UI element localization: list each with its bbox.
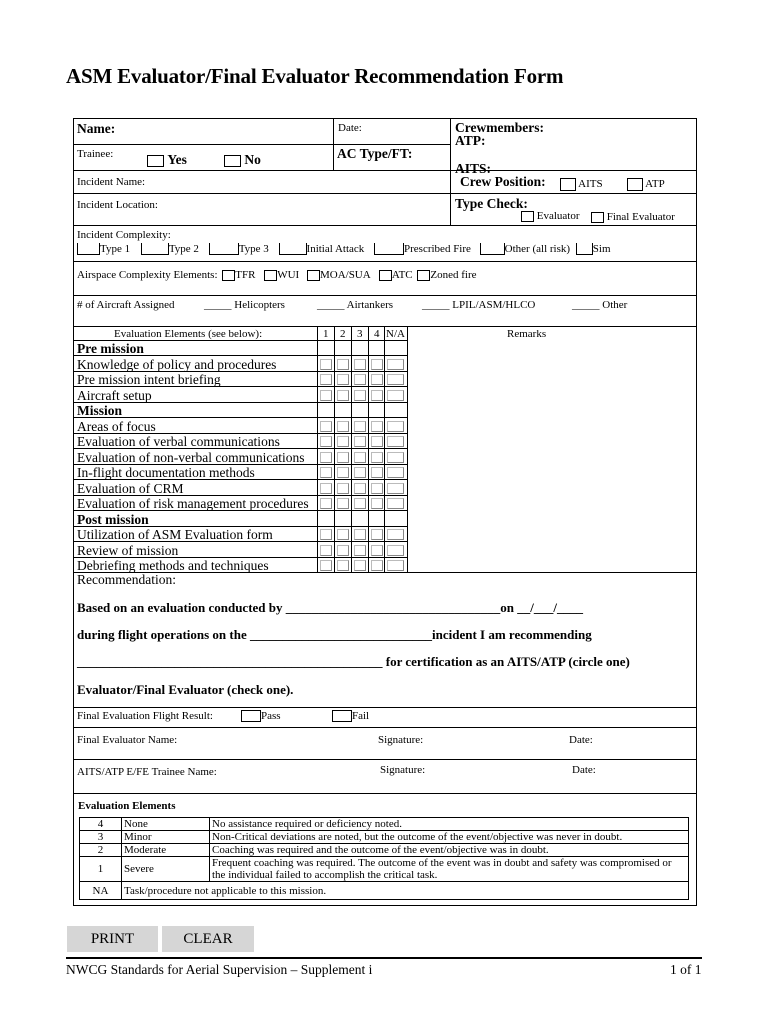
rating-2-checkbox[interactable] bbox=[337, 529, 349, 540]
rating-1-checkbox[interactable] bbox=[320, 436, 332, 447]
rating-2-checkbox[interactable] bbox=[337, 483, 349, 494]
yes-checkbox[interactable] bbox=[147, 155, 164, 167]
col-2-header: 2 bbox=[340, 328, 346, 340]
col-na-header: N/A bbox=[386, 328, 405, 340]
rating-3-checkbox[interactable] bbox=[354, 560, 366, 571]
eval-element-label: Knowledge of policy and procedures bbox=[77, 356, 277, 372]
col-4-header: 4 bbox=[374, 328, 380, 340]
trainee-yes-option[interactable]: Yes bbox=[147, 152, 187, 168]
col-1-header: 1 bbox=[323, 328, 329, 340]
trainee-name-label: AITS/ATP E/FE Trainee Name: bbox=[77, 766, 217, 778]
trainee-no-option[interactable]: No bbox=[224, 152, 261, 168]
rating-4-checkbox[interactable] bbox=[371, 467, 383, 478]
rating-4-checkbox[interactable] bbox=[371, 359, 383, 370]
rating-1-checkbox[interactable] bbox=[320, 421, 332, 432]
eval-section-header bbox=[74, 341, 408, 356]
rating-1-checkbox[interactable] bbox=[320, 452, 332, 463]
divider bbox=[74, 170, 696, 171]
rating-2-checkbox[interactable] bbox=[337, 560, 349, 571]
crew-position-atp-option[interactable]: ATP bbox=[627, 178, 665, 191]
eval-element-label: Review of mission bbox=[77, 542, 179, 558]
complexity-option[interactable]: Other (all risk) bbox=[480, 243, 570, 255]
name-row bbox=[74, 119, 696, 148]
complexity-option[interactable]: Type 2 bbox=[141, 243, 199, 255]
rating-4-checkbox[interactable] bbox=[371, 390, 383, 401]
divider bbox=[407, 326, 408, 572]
rating-2-checkbox[interactable] bbox=[337, 421, 349, 432]
pass-checkbox[interactable] bbox=[241, 710, 261, 722]
rating-1-checkbox[interactable] bbox=[320, 498, 332, 509]
legend-row: 3 Minor Non-Critical deviations are noted, but the outcome of the event/objective was never in doubt. bbox=[80, 831, 689, 844]
rating-4-checkbox[interactable] bbox=[371, 436, 383, 447]
eval-element-label: Evaluation of verbal communications bbox=[77, 434, 280, 449]
rating-na-checkbox[interactable] bbox=[387, 452, 404, 463]
rating-na-checkbox[interactable] bbox=[387, 390, 404, 401]
divider bbox=[74, 295, 696, 296]
type-check-label: Type Check: bbox=[455, 196, 528, 211]
airspace-option[interactable]: WUI bbox=[264, 269, 299, 281]
remarks-header: Remarks bbox=[507, 328, 547, 340]
print-button[interactable]: PRINT bbox=[67, 926, 158, 952]
divider bbox=[351, 326, 352, 572]
rating-3-checkbox[interactable] bbox=[354, 545, 366, 556]
rating-4-checkbox[interactable] bbox=[371, 421, 383, 432]
rating-3-checkbox[interactable] bbox=[354, 529, 366, 540]
divider bbox=[74, 727, 696, 728]
rating-na-checkbox[interactable] bbox=[387, 529, 404, 540]
result-fail-option[interactable]: Fail bbox=[332, 710, 369, 722]
rating-2-checkbox[interactable] bbox=[337, 498, 349, 509]
airspace-option[interactable]: Zoned fire bbox=[417, 269, 476, 281]
rating-4-checkbox[interactable] bbox=[371, 529, 383, 540]
crew-position-aits-option[interactable]: AITS bbox=[560, 178, 603, 191]
rating-2-checkbox[interactable] bbox=[337, 436, 349, 447]
date-label: Date: bbox=[338, 122, 362, 134]
divider bbox=[450, 119, 451, 225]
recommendation-line-3: _______________________________________________ for certification as an AITS/ATP (circle one) bbox=[77, 654, 630, 669]
aits-checkbox[interactable] bbox=[560, 178, 576, 191]
divider bbox=[74, 326, 696, 327]
rating-na-checkbox[interactable] bbox=[387, 560, 404, 571]
eval-element-label: Evaluation of risk management procedures bbox=[77, 496, 309, 511]
type-check-final-option[interactable]: Final Evaluator bbox=[591, 211, 675, 223]
rating-na-checkbox[interactable] bbox=[387, 436, 404, 447]
divider bbox=[74, 759, 696, 760]
rating-1-checkbox[interactable] bbox=[320, 467, 332, 478]
rating-1-checkbox[interactable] bbox=[320, 545, 332, 556]
legend-title: Evaluation Elements bbox=[78, 800, 176, 812]
airspace-label: Airspace Complexity Elements: bbox=[77, 269, 218, 281]
eval-element-label: Mission bbox=[77, 403, 123, 418]
legend-row: 4 None No assistance required or deficiency noted. bbox=[80, 818, 689, 831]
complexity-option[interactable]: Type 3 bbox=[209, 243, 269, 255]
rating-2-checkbox[interactable] bbox=[337, 545, 349, 556]
evaluator-checkbox[interactable] bbox=[521, 211, 534, 222]
footer-left: NWCG Standards for Aerial Supervision – Supplement i bbox=[66, 962, 373, 977]
rating-3-checkbox[interactable] bbox=[354, 452, 366, 463]
complexity-option[interactable]: Type 1 bbox=[77, 243, 130, 255]
complexity-option[interactable]: Sim bbox=[576, 243, 611, 255]
eval-element-label: Post mission bbox=[77, 511, 149, 527]
incident-name-label: Incident Name: bbox=[77, 176, 146, 188]
rating-3-checkbox[interactable] bbox=[354, 374, 366, 385]
name-label: Name: bbox=[77, 121, 116, 136]
divider bbox=[74, 707, 696, 708]
rating-4-checkbox[interactable] bbox=[371, 498, 383, 509]
date-2-label: Date: bbox=[572, 764, 596, 776]
divider bbox=[74, 225, 696, 226]
recommendation-line-4: Evaluator/Final Evaluator (check one). bbox=[77, 682, 294, 697]
eval-element-label: Evaluation of CRM bbox=[77, 480, 184, 496]
ac-type-label: AC Type/FT: bbox=[337, 146, 413, 161]
rating-3-checkbox[interactable] bbox=[354, 436, 366, 447]
rating-na-checkbox[interactable] bbox=[387, 421, 404, 432]
incident-location-label: Incident Location: bbox=[77, 199, 158, 211]
trainee-label: Trainee: bbox=[77, 148, 114, 160]
final-evaluator-checkbox[interactable] bbox=[591, 212, 604, 223]
form-title: ASM Evaluator/Final Evaluator Recommendation Form bbox=[66, 64, 564, 88]
eval-element-label: Pre mission bbox=[77, 341, 144, 356]
rating-4-checkbox[interactable] bbox=[371, 452, 383, 463]
rating-1-checkbox[interactable] bbox=[320, 374, 332, 385]
divider bbox=[74, 144, 451, 145]
rating-4-checkbox[interactable] bbox=[371, 374, 383, 385]
rating-1-checkbox[interactable] bbox=[320, 359, 332, 370]
eval-element-label: Pre mission intent briefing bbox=[77, 372, 221, 387]
clear-button[interactable]: CLEAR bbox=[162, 926, 254, 952]
footer-right: 1 of 1 bbox=[670, 962, 702, 977]
divider bbox=[74, 793, 696, 794]
rating-3-checkbox[interactable] bbox=[354, 390, 366, 401]
rating-na-checkbox[interactable] bbox=[387, 545, 404, 556]
rating-2-checkbox[interactable] bbox=[337, 452, 349, 463]
atp-label: ATP: bbox=[455, 133, 486, 148]
rating-3-checkbox[interactable] bbox=[354, 498, 366, 509]
rating-3-checkbox[interactable] bbox=[354, 483, 366, 494]
eval-element-label: Areas of focus bbox=[77, 418, 156, 434]
airspace-option[interactable]: TFR bbox=[222, 269, 255, 281]
aircraft-lpil: _____ LPIL/ASM/HLCO bbox=[422, 299, 536, 311]
legend-row: 1 Severe Frequent coaching was required. The outcome of the event was in doubt and safety was compromised or the individual failed to accomplish the critical task. bbox=[80, 857, 689, 882]
airspace-row bbox=[77, 269, 477, 281]
rating-3-checkbox[interactable] bbox=[354, 467, 366, 478]
rating-2-checkbox[interactable] bbox=[337, 359, 349, 370]
crew-position-label: Crew Position: bbox=[460, 174, 546, 189]
divider bbox=[317, 326, 318, 572]
rating-2-checkbox[interactable] bbox=[337, 390, 349, 401]
rating-na-checkbox[interactable] bbox=[387, 467, 404, 478]
rating-4-checkbox[interactable] bbox=[371, 560, 383, 571]
eval-element-label: Aircraft setup bbox=[77, 387, 152, 403]
rating-1-checkbox[interactable] bbox=[320, 529, 332, 540]
divider bbox=[74, 261, 696, 262]
rating-1-checkbox[interactable] bbox=[320, 560, 332, 571]
eval-elements-header: Evaluation Elements (see below): bbox=[114, 328, 263, 340]
type-check-evaluator-option[interactable]: Evaluator bbox=[521, 210, 580, 222]
rating-4-checkbox[interactable] bbox=[371, 545, 383, 556]
complexity-options bbox=[77, 243, 611, 255]
result-pass-option[interactable]: Pass bbox=[241, 710, 281, 722]
rating-1-checkbox[interactable] bbox=[320, 483, 332, 494]
legend-row: NA Task/procedure not applicable to this mission. bbox=[80, 882, 689, 900]
rating-3-checkbox[interactable] bbox=[354, 359, 366, 370]
complexity-option[interactable]: Initial Attack bbox=[279, 243, 365, 255]
rating-na-checkbox[interactable] bbox=[387, 374, 404, 385]
airspace-option[interactable]: MOA/SUA bbox=[307, 269, 370, 281]
eval-element-label: Debriefing methods and techniques bbox=[77, 558, 269, 573]
aits-label: AITS: bbox=[455, 161, 492, 176]
fail-checkbox[interactable] bbox=[332, 710, 352, 722]
aircraft-helicopters: _____ Helicopters bbox=[204, 299, 285, 311]
no-checkbox[interactable] bbox=[224, 155, 241, 167]
rating-4-checkbox[interactable] bbox=[371, 483, 383, 494]
rating-na-checkbox[interactable] bbox=[387, 483, 404, 494]
recommendation-line-2: during flight operations on the ____________________________incident I am recommending bbox=[77, 627, 592, 642]
eval-section-header bbox=[74, 512, 408, 527]
signature-1-label: Signature: bbox=[378, 734, 424, 746]
atp-checkbox[interactable] bbox=[627, 178, 643, 191]
aircraft-other: _____ Other bbox=[572, 299, 628, 311]
final-evaluator-name-label: Final Evaluator Name: bbox=[77, 734, 178, 746]
result-label: Final Evaluation Flight Result: bbox=[77, 710, 213, 722]
divider bbox=[334, 326, 335, 572]
crewmembers-label: Crewmembers: bbox=[455, 120, 544, 135]
airspace-option[interactable]: ATC bbox=[379, 269, 413, 281]
rating-2-checkbox[interactable] bbox=[337, 374, 349, 385]
aircraft-label: # of Aircraft Assigned bbox=[77, 299, 175, 311]
rating-2-checkbox[interactable] bbox=[337, 467, 349, 478]
legend-row: 2 Moderate Coaching was required and the outcome of the event/objective was in doubt. bbox=[80, 844, 689, 857]
divider bbox=[384, 326, 385, 572]
rating-na-checkbox[interactable] bbox=[387, 498, 404, 509]
divider bbox=[368, 326, 369, 572]
recommendation-label: Recommendation: bbox=[77, 572, 176, 587]
date-1-label: Date: bbox=[569, 734, 593, 746]
complexity-option[interactable]: Prescribed Fire bbox=[374, 243, 471, 255]
aircraft-airtankers: _____ Airtankers bbox=[317, 299, 394, 311]
signature-2-label: Signature: bbox=[380, 764, 426, 776]
rating-1-checkbox[interactable] bbox=[320, 390, 332, 401]
footer-rule bbox=[66, 957, 702, 959]
recommendation-line-1: Based on an evaluation conducted by _________________________________on __/___/____ bbox=[77, 600, 583, 615]
eval-element-label: In-flight documentation methods bbox=[77, 465, 255, 480]
complexity-label: Incident Complexity: bbox=[77, 229, 171, 241]
rating-3-checkbox[interactable] bbox=[354, 421, 366, 432]
rating-na-checkbox[interactable] bbox=[387, 359, 404, 370]
form-frame bbox=[73, 118, 697, 906]
divider bbox=[74, 193, 696, 194]
eval-element-label: Evaluation of non-verbal communications bbox=[77, 449, 305, 465]
eval-element-label: Utilization of ASM Evaluation form bbox=[77, 527, 273, 542]
col-3-header: 3 bbox=[357, 328, 363, 340]
eval-section-header bbox=[74, 403, 408, 418]
legend-table bbox=[79, 817, 689, 900]
